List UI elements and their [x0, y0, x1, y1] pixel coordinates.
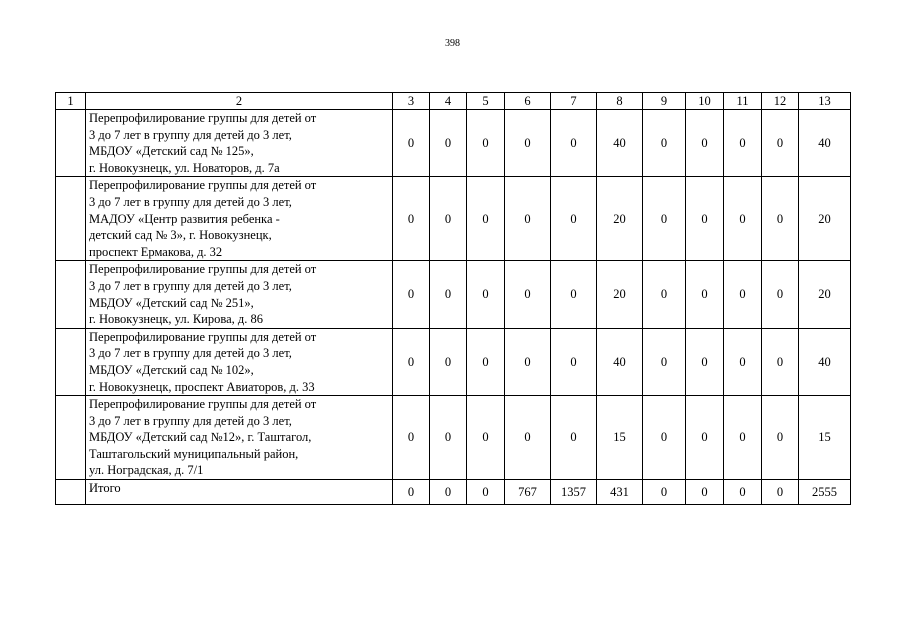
row-number-cell [56, 110, 86, 177]
data-table [55, 92, 851, 505]
value-cell-col-11: 0 [724, 261, 762, 328]
value-cell-col-8: 40 [597, 328, 643, 395]
value-cell-col-8: 40 [597, 110, 643, 177]
description-line: Перепрофилирование группы для детей от [89, 329, 317, 344]
header-cell-1: 1 [56, 93, 86, 110]
value-cell-col-13: 20 [799, 177, 851, 261]
description-line: 3 до 7 лет в группу для детей до 3 лет, [89, 278, 292, 293]
row-number-cell [56, 396, 86, 480]
value-cell-col-10: 0 [686, 110, 724, 177]
table-row [56, 328, 851, 395]
value-cell-col-12: 0 [762, 261, 799, 328]
value-cell-col-9: 0 [643, 261, 686, 328]
header-cell-4: 4 [430, 93, 467, 110]
description-line: 3 до 7 лет в группу для детей до 3 лет, [89, 127, 292, 142]
header-cell-12: 12 [762, 93, 799, 110]
table-row [56, 396, 851, 480]
value-cell-col-11: 0 [724, 110, 762, 177]
header-cell-2: 2 [86, 93, 393, 110]
total-value-cell-col-5: 0 [467, 480, 505, 505]
header-cell-5: 5 [467, 93, 505, 110]
value-cell-col-13: 40 [799, 328, 851, 395]
total-value-cell-col-12: 0 [762, 480, 799, 505]
table-body [56, 93, 851, 505]
description-line: проспект Ермакова, д. 32 [89, 244, 223, 259]
description-line: Перепрофилирование группы для детей от [89, 397, 317, 412]
value-cell-col-7: 0 [551, 396, 597, 480]
description-line: МБДОУ «Детский сад № 102», [89, 362, 254, 377]
value-cell-col-4: 0 [430, 328, 467, 395]
header-cell-6: 6 [505, 93, 551, 110]
value-cell-col-8: 20 [597, 261, 643, 328]
value-cell-col-5: 0 [467, 110, 505, 177]
description-cell [86, 110, 393, 177]
value-cell-col-12: 0 [762, 110, 799, 177]
value-cell-col-8: 20 [597, 177, 643, 261]
description-cell [86, 177, 393, 261]
total-value-cell-col-10: 0 [686, 480, 724, 505]
header-cell-7: 7 [551, 93, 597, 110]
value-cell-col-10: 0 [686, 396, 724, 480]
value-cell-col-5: 0 [467, 177, 505, 261]
table-row [56, 177, 851, 261]
header-cell-9: 9 [643, 93, 686, 110]
table-row [56, 110, 851, 177]
value-cell-col-7: 0 [551, 110, 597, 177]
value-cell-col-12: 0 [762, 177, 799, 261]
value-cell-col-12: 0 [762, 396, 799, 480]
total-number-cell [56, 480, 86, 505]
value-cell-col-13: 20 [799, 261, 851, 328]
row-number-cell [56, 328, 86, 395]
value-cell-col-7: 0 [551, 328, 597, 395]
header-cell-8: 8 [597, 93, 643, 110]
value-cell-col-4: 0 [430, 177, 467, 261]
value-cell-col-6: 0 [505, 110, 551, 177]
description-line: МБДОУ «Детский сад № 125», [89, 144, 254, 159]
description-line: г. Новокузнецк, проспект Авиаторов, д. 33 [89, 379, 315, 394]
value-cell-col-10: 0 [686, 177, 724, 261]
description-line: г. Новокузнецк, ул. Кирова, д. 86 [89, 312, 264, 327]
value-cell-col-12: 0 [762, 328, 799, 395]
description-line: Перепрофилирование группы для детей от [89, 262, 317, 277]
total-value-cell-col-8: 431 [597, 480, 643, 505]
description-line: МАДОУ «Центр развития ребенка - [89, 211, 280, 226]
value-cell-col-7: 0 [551, 261, 597, 328]
value-cell-col-11: 0 [724, 396, 762, 480]
description-line: 3 до 7 лет в группу для детей до 3 лет, [89, 413, 292, 428]
header-row [56, 93, 851, 110]
value-cell-col-5: 0 [467, 396, 505, 480]
total-value-cell-col-3: 0 [393, 480, 430, 505]
total-value-cell-col-13: 2555 [799, 480, 851, 505]
total-value-cell-col-7: 1357 [551, 480, 597, 505]
value-cell-col-10: 0 [686, 261, 724, 328]
total-row [56, 480, 851, 505]
header-cell-11: 11 [724, 93, 762, 110]
value-cell-col-4: 0 [430, 261, 467, 328]
value-cell-col-3: 0 [393, 110, 430, 177]
value-cell-col-8: 15 [597, 396, 643, 480]
value-cell-col-7: 0 [551, 177, 597, 261]
description-line: 3 до 7 лет в группу для детей до 3 лет, [89, 194, 292, 209]
value-cell-col-13: 40 [799, 110, 851, 177]
description-line: Таштагольский муниципальный район, [89, 446, 299, 461]
value-cell-col-6: 0 [505, 261, 551, 328]
value-cell-col-4: 0 [430, 396, 467, 480]
value-cell-col-3: 0 [393, 177, 430, 261]
value-cell-col-11: 0 [724, 177, 762, 261]
value-cell-col-4: 0 [430, 110, 467, 177]
page-number: 398 [445, 38, 460, 49]
total-label: Итого [86, 480, 393, 505]
value-cell-col-5: 0 [467, 328, 505, 395]
row-number-cell [56, 177, 86, 261]
row-number-cell [56, 261, 86, 328]
header-cell-13: 13 [799, 93, 851, 110]
description-cell [86, 261, 393, 328]
total-value-cell-col-11: 0 [724, 480, 762, 505]
value-cell-col-10: 0 [686, 328, 724, 395]
value-cell-col-5: 0 [467, 261, 505, 328]
total-value-cell-col-9: 0 [643, 480, 686, 505]
description-line: МБДОУ «Детский сад №12», г. Таштагол, [89, 430, 312, 445]
total-value-cell-col-6: 767 [505, 480, 551, 505]
value-cell-col-3: 0 [393, 396, 430, 480]
description-line: Перепрофилирование группы для детей от [89, 111, 317, 125]
value-cell-col-9: 0 [643, 328, 686, 395]
description-cell [86, 396, 393, 480]
table-row [56, 261, 851, 328]
value-cell-col-13: 15 [799, 396, 851, 480]
value-cell-col-3: 0 [393, 328, 430, 395]
value-cell-col-6: 0 [505, 177, 551, 261]
header-cell-10: 10 [686, 93, 724, 110]
description-line: 3 до 7 лет в группу для детей до 3 лет, [89, 346, 292, 361]
total-value-cell-col-4: 0 [430, 480, 467, 505]
description-line: Перепрофилирование группы для детей от [89, 178, 317, 193]
value-cell-col-11: 0 [724, 328, 762, 395]
value-cell-col-9: 0 [643, 396, 686, 480]
header-cell-3: 3 [393, 93, 430, 110]
value-cell-col-6: 0 [505, 328, 551, 395]
value-cell-col-6: 0 [505, 396, 551, 480]
description-line: ул. Ноградская, д. 7/1 [89, 463, 204, 478]
value-cell-col-3: 0 [393, 261, 430, 328]
description-line: МБДОУ «Детский сад № 251», [89, 295, 254, 310]
description-line: г. Новокузнецк, ул. Новаторов, д. 7а [89, 160, 280, 175]
value-cell-col-9: 0 [643, 110, 686, 177]
value-cell-col-9: 0 [643, 177, 686, 261]
description-cell [86, 328, 393, 395]
description-line: детский сад № 3», г. Новокузнецк, [89, 228, 272, 243]
